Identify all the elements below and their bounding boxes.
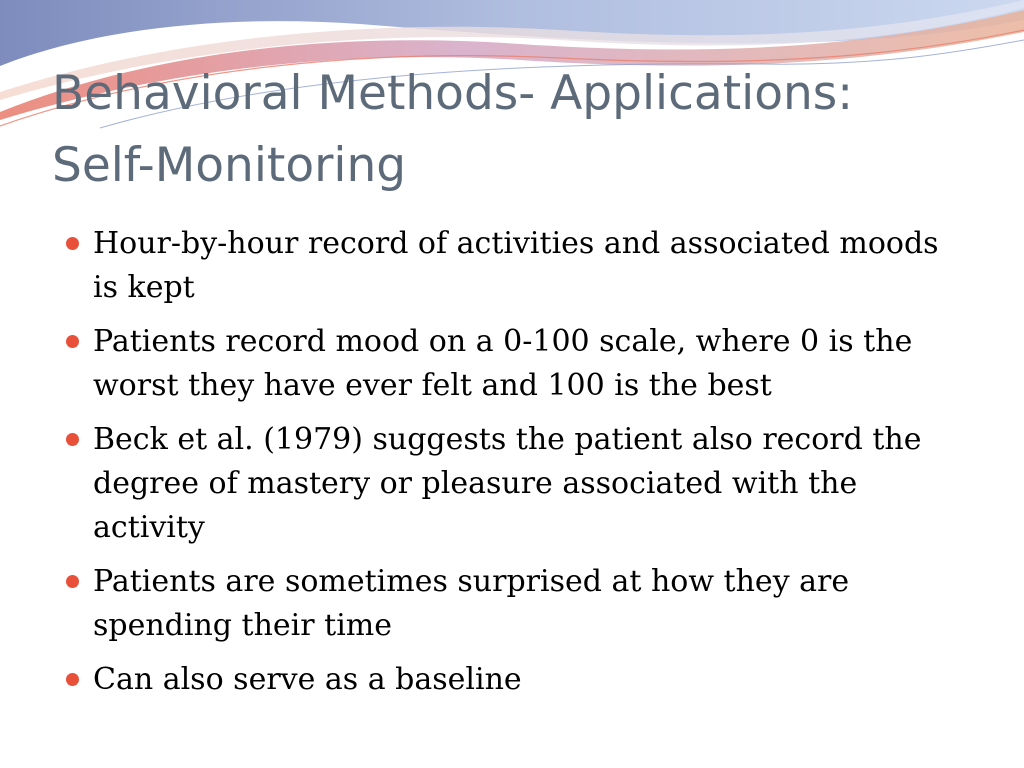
- title-line-2: Self-Monitoring: [52, 138, 407, 193]
- bullet-text: Can also serve as a baseline: [93, 662, 522, 697]
- bullet-item-baseline: [62, 658, 962, 702]
- bullet-item-hour-record: [62, 222, 962, 310]
- bullet-text: Beck et al. (1979) suggests the patient also record the degree of mastery or pleasure associated with the activity: [93, 422, 922, 545]
- bullet-item-surprised: [62, 560, 962, 648]
- bullet-text: Patients record mood on a 0-100 scale, where 0 is the worst they have ever felt and 100 is the best: [93, 324, 913, 403]
- bullet-item-mood-scale: [62, 320, 962, 408]
- bullet-dot-icon: [66, 335, 79, 348]
- bullet-dot-icon: [66, 673, 79, 686]
- title-line-1: Behavioral Methods- Applications:: [52, 66, 854, 121]
- bullet-text: Hour-by-hour record of activities and associated moods is kept: [93, 226, 939, 305]
- bullet-list: [62, 222, 962, 712]
- bullet-dot-icon: [66, 237, 79, 250]
- bullet-dot-icon: [66, 575, 79, 588]
- bullet-dot-icon: [66, 433, 79, 446]
- bullet-text: Patients are sometimes surprised at how they are spending their time: [93, 564, 850, 643]
- slide-title: [52, 58, 992, 202]
- bullet-item-beck: [62, 418, 962, 550]
